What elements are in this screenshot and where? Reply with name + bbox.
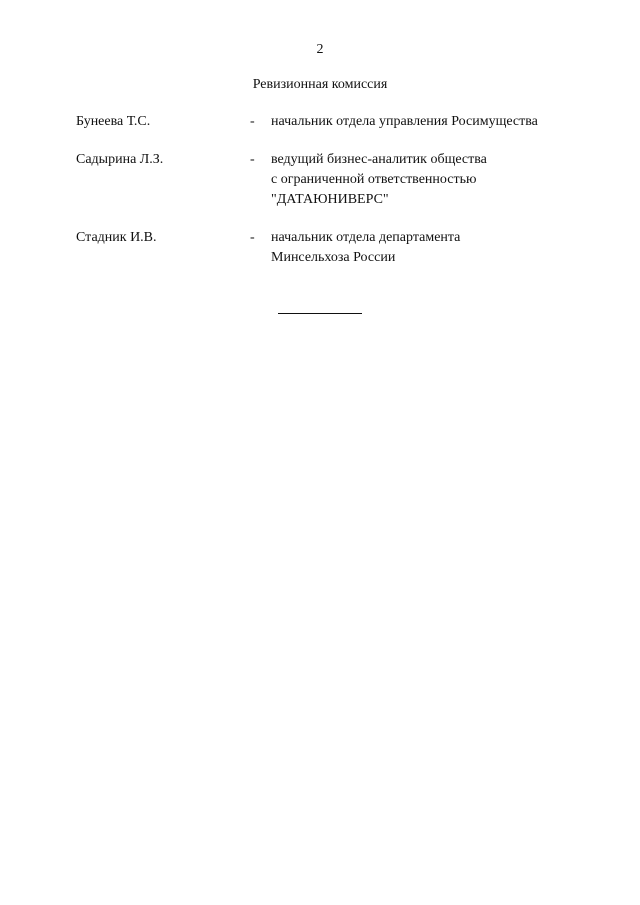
member-row	[76, 228, 596, 268]
member-role	[271, 228, 596, 268]
member-dash: -	[250, 114, 255, 129]
member-name: Садырина Л.З.	[76, 152, 164, 167]
member-role-line: Минсельхоза России	[271, 250, 396, 265]
member-role	[271, 112, 596, 132]
member-dash: -	[250, 152, 255, 167]
section-title: Ревизионная комиссия	[252, 77, 388, 92]
members-list	[76, 112, 596, 286]
member-role	[271, 150, 596, 210]
end-divider	[278, 313, 362, 314]
member-role-line: "ДАТАЮНИВЕРС"	[271, 192, 389, 207]
member-role-line: начальник отдела управления Росимущества	[271, 114, 538, 129]
member-row	[76, 112, 596, 132]
member-role-line: начальник отдела департамента	[271, 230, 461, 245]
member-row	[76, 150, 596, 210]
member-name: Бунеева Т.С.	[76, 114, 151, 129]
member-role-line: с ограниченной ответственностью	[271, 172, 477, 187]
member-name: Стадник И.В.	[76, 230, 157, 245]
member-dash: -	[250, 230, 255, 245]
member-role-line: ведущий бизнес-аналитик общества	[271, 152, 487, 167]
page-number: 2	[316, 42, 324, 57]
